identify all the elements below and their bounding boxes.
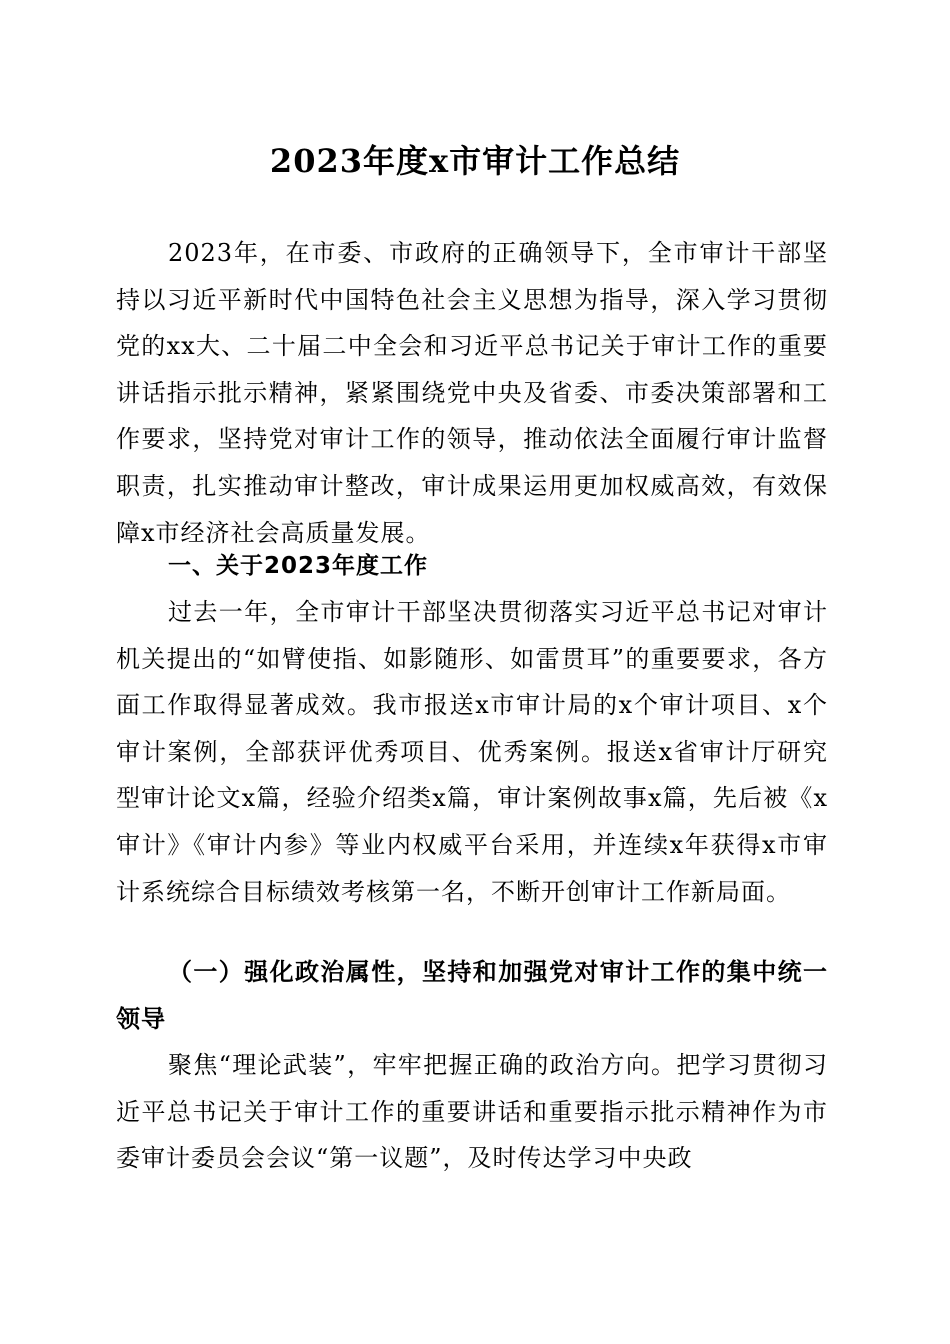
intro-paragraph: 2023年，在市委、市政府的正确领导下，全市审计干部坚持以习近平新时代中国特色社会主义思想为指导，深入学习贯彻党的xx大、二十届二中全会和习近平总书记关于审计工作的重要讲话指示批示精神，紧紧围绕党中央及省委、市委决策部署和工作要求，坚持党对审计工作的领导，推动依法全面履行审计监督职责，扎实推动审计整改，审计成果运用更加权威高效，有效保障x市经济社会高质量发展。: [116, 239, 828, 547]
section-heading-1: 一、关于2023年度工作: [168, 553, 429, 579]
section-1-paragraph: 过去一年，全市审计干部坚决贯彻落实习近平总书记对审计机关提出的“如臂使指、如影随形、如雷贯耳”的重要要求，各方面工作取得显著成效。我市报送x市审计局的x个审计项目、x个审计案例，全部获评优秀项目、优秀案例。报送x省审计厅研究型审计论文x篇，经验介绍类x篇，审计案例故事x篇，先后被《x审计》《审计内参》等业内权威平台采用，并连续x年获得x市审计系统综合目标绩效考核第一名，不断开创审计工作新局面。: [116, 598, 828, 906]
document-title: 2023年度x市审计工作总结: [269, 142, 681, 180]
subsection-1-paragraph: 聚焦“理论武装”，牢牢把握正确的政治方向。把学习贯彻习近平总书记关于审计工作的重要讲话和重要指示批示精神作为市委审计委员会会议“第一议题”，及时传达学习中央政: [116, 1051, 828, 1173]
subsection-heading-1: （一）强化政治属性，坚持和加强党对审计工作的集中统一领导: [116, 957, 828, 1033]
